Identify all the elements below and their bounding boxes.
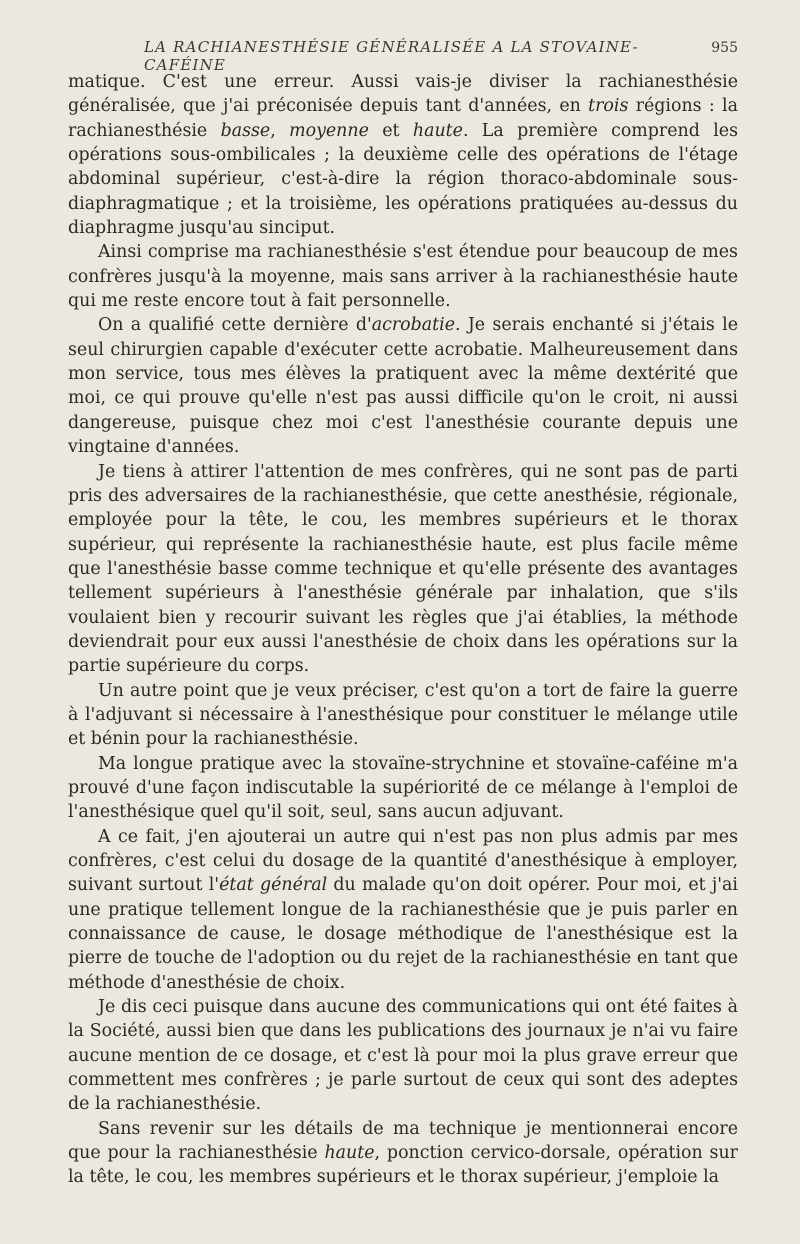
text-segment: On a qualifié cette dernière d' bbox=[98, 315, 372, 336]
running-title: LA RACHIANESTHÉSIE GÉNÉRALISÉE A LA STOVAINE-CAFÉINE bbox=[144, 38, 639, 74]
text-segment: et bbox=[368, 120, 413, 141]
italic-text: basse bbox=[220, 120, 271, 141]
text-segment: Ainsi comprise ma rachianesthésie s'est étendue pour beaucoup de mes confrères jusqu'à la moyenne, mais sans arriver à la rachianesthésie haute qui me reste encore tout à fait personnelle. bbox=[68, 242, 738, 312]
paragraph bbox=[68, 825, 738, 995]
paragraph bbox=[68, 460, 738, 679]
running-head bbox=[68, 38, 738, 74]
italic-text: état général bbox=[219, 875, 328, 896]
italic-text: haute bbox=[324, 1143, 375, 1164]
italic-text: haute bbox=[412, 120, 463, 141]
text-segment: Un autre point que je veux préciser, c'est qu'on a tort de faire la guerre à l'adjuvant si nécessaire à l'anesthésique pour constituer le mélange utile et bénin pour la rachianesthésie. bbox=[68, 680, 738, 750]
text-segment: , bbox=[270, 120, 290, 141]
paragraph bbox=[68, 313, 738, 459]
text-segment: . La première comprend les opérations sous-ombilicales ; la deuxième celle des opérations de l'étage abdominal supérieur, c'est-à-dire la région thoraco-abdominale sous-diaphragmatique ; et la troisième, les opérations pratiquées au-dessus du diaphragme jusqu'au sinciput. bbox=[68, 120, 738, 239]
text-segment: Sans revenir sur les détails de ma technique je mentionnerai encore que pour la rachianesthésie bbox=[68, 1118, 738, 1164]
italic-text: acrobatie bbox=[371, 315, 455, 336]
text-segment: A ce fait, j'en ajouterai un autre qui n'est pas non plus admis par mes confrères, c'est celui du dosage de la quantité d'anesthésique à employer, suivant surtout l' bbox=[68, 826, 738, 896]
paragraph bbox=[68, 679, 738, 752]
paragraph bbox=[68, 1117, 738, 1190]
text-segment: . Je serais enchanté si j'étais le seul chirurgien capable d'exécuter cette acrobatie. Malheureusement dans mon service, tous mes élèves la pratiquent avec la même dextérité que moi, ce qui prouve qu'elle n'est pas aussi difficile qu'on le croit, ni aussi dangereuse, puisque chez moi c'est l'anesthésie courante depuis une vingtaine d'années. bbox=[68, 315, 738, 458]
text-segment: Je tiens à attirer l'attention de mes confrères, qui ne sont pas de parti pris des adversaires de la rachianesthésie, que cette anesthésie, régionale, employée pour la tête, le cou, les membres supérieurs et le thorax supérieur, qui représente la rachianesthésie haute, est plus facile même que l'anesthésie basse comme technique et qu'elle présente des avantages tellement supérieurs à l'anesthésie générale par inhalation, que s'ils voulaient bien y recourir suivant les règles que j'ai établies, la méthode deviendrait pour eux aussi l'anesthésie de choix dans les opérations sur la partie supérieure du corps. bbox=[68, 461, 738, 677]
italic-text: moyenne bbox=[289, 120, 369, 141]
text-segment: Je dis ceci puisque dans aucune des communications qui ont été faites à la Société, aussi bien que dans les publications des journaux je n'ai vu faire aucune mention de ce dosage, et c'est là pour moi la plus grave erreur que commettent mes confrères ; je parle surtout de ceux qui sont des adeptes de la rachianesthésie. bbox=[68, 997, 738, 1115]
body-text bbox=[68, 70, 738, 1190]
italic-text: trois bbox=[588, 96, 629, 117]
text-segment: , ponction cervico-dorsale, opération sur la tête, le cou, les membres supérieurs et le thorax supérieur, j'emploie la bbox=[68, 1143, 738, 1188]
paragraph bbox=[68, 995, 738, 1117]
paragraph bbox=[68, 70, 738, 240]
page-number: 955 bbox=[711, 40, 738, 56]
text-segment: du malade qu'on doit opérer. Pour moi, et j'ai une pratique tellement longue de la rachianesthésie que je puis parler en connaissance de cause, le dosage méthodique de l'anesthésique est la pierre de touche de l'adoption ou du rejet de la rachianesthésie en tant que méthode d'anesthésie de choix. bbox=[68, 875, 738, 993]
paragraph bbox=[68, 752, 738, 825]
text-segment: Ma longue pratique avec la stovaïne-strychnine et stovaïne-caféine m'a prouvé d'une façon indiscutable la supériorité de ce mélange à l'emploi de l'anesthésique quel qu'il soit, seul, sans aucun adjuvant. bbox=[68, 753, 738, 823]
paragraph bbox=[68, 240, 738, 313]
text-segment: matique. C'est une erreur. Aussi vais-je diviser la rachianesthésie généralisée, que j'ai préconisée depuis tant d'années, en bbox=[68, 72, 738, 117]
text-segment: régions : la rachianesthésie bbox=[68, 96, 738, 141]
